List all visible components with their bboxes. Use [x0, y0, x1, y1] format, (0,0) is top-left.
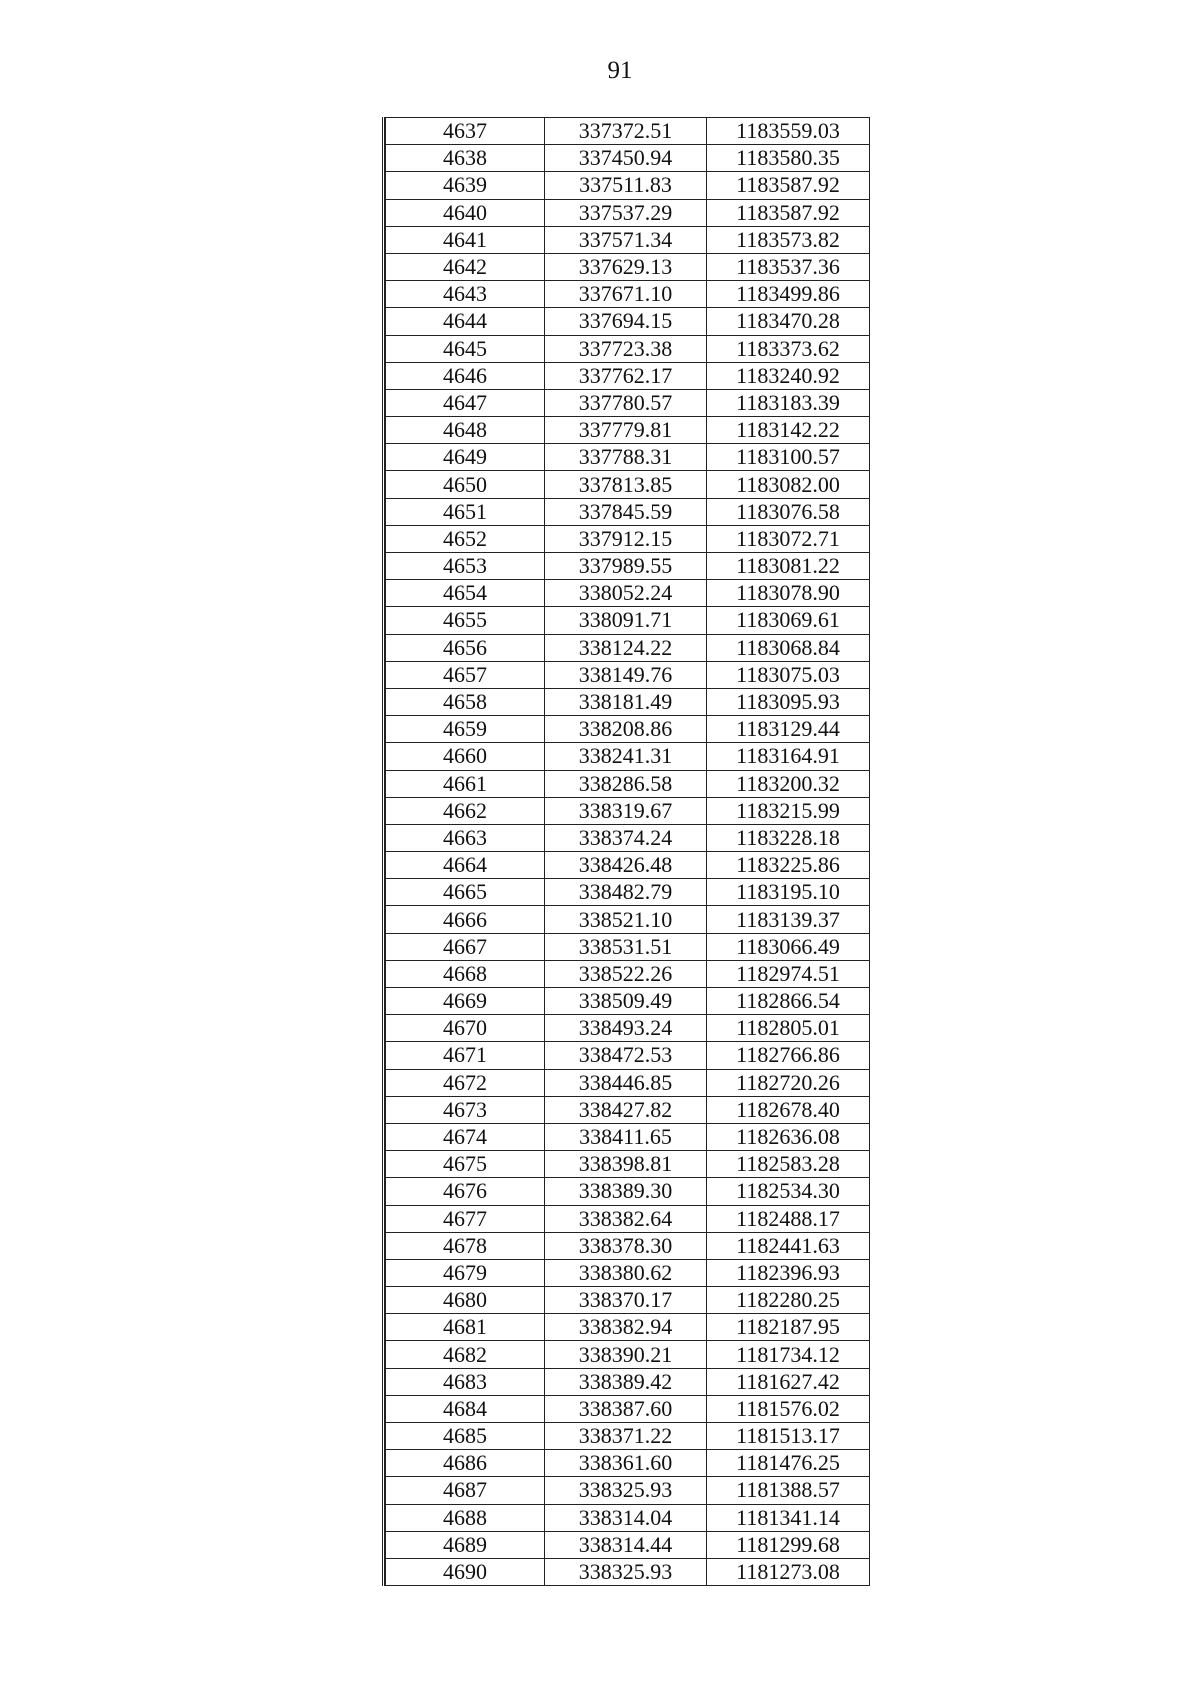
table-row: [386, 1151, 870, 1178]
y-coordinate-cell: 1182678.40: [707, 1096, 870, 1123]
x-coordinate-cell: 337845.59: [545, 498, 707, 525]
table-row: [386, 498, 870, 525]
table-row: [386, 1504, 870, 1531]
x-coordinate-cell: 337450.94: [545, 145, 707, 172]
y-coordinate-cell: 1181734.12: [707, 1341, 870, 1368]
y-coordinate-cell: 1183499.86: [707, 281, 870, 308]
x-coordinate-cell: 338149.76: [545, 661, 707, 688]
table-row: [386, 1531, 870, 1558]
y-coordinate-cell: 1183095.93: [707, 688, 870, 715]
x-coordinate-cell: 338052.24: [545, 580, 707, 607]
point-number-cell: 4667: [386, 933, 545, 960]
point-number-cell: 4678: [386, 1232, 545, 1259]
y-coordinate-cell: 1183066.49: [707, 933, 870, 960]
y-coordinate-cell: 1183078.90: [707, 580, 870, 607]
table-row: [386, 1287, 870, 1314]
x-coordinate-cell: 337788.31: [545, 444, 707, 471]
x-coordinate-cell: 338325.93: [545, 1477, 707, 1504]
x-coordinate-cell: 337511.83: [545, 172, 707, 199]
x-coordinate-cell: 337571.34: [545, 226, 707, 253]
point-number-cell: 4649: [386, 444, 545, 471]
point-number-cell: 4648: [386, 417, 545, 444]
table-row: [386, 1368, 870, 1395]
x-coordinate-cell: 338472.53: [545, 1042, 707, 1069]
point-number-cell: 4655: [386, 607, 545, 634]
point-number-cell: 4668: [386, 960, 545, 987]
x-coordinate-cell: 338361.60: [545, 1450, 707, 1477]
x-coordinate-cell: 338371.22: [545, 1423, 707, 1450]
y-coordinate-cell: 1183139.37: [707, 906, 870, 933]
point-number-cell: 4680: [386, 1287, 545, 1314]
point-number-cell: 4686: [386, 1450, 545, 1477]
coordinates-table-container: [382, 117, 869, 1586]
point-number-cell: 4675: [386, 1151, 545, 1178]
table-row: [386, 199, 870, 226]
point-number-cell: 4639: [386, 172, 545, 199]
point-number-cell: 4662: [386, 797, 545, 824]
x-coordinate-cell: 338319.67: [545, 797, 707, 824]
table-row: [386, 933, 870, 960]
x-coordinate-cell: 337629.13: [545, 253, 707, 280]
x-coordinate-cell: 338374.24: [545, 824, 707, 851]
table-row: [386, 471, 870, 498]
point-number-cell: 4661: [386, 770, 545, 797]
x-coordinate-cell: 337723.38: [545, 335, 707, 362]
point-number-cell: 4684: [386, 1395, 545, 1422]
point-number-cell: 4663: [386, 824, 545, 851]
table-row: [386, 1477, 870, 1504]
point-number-cell: 4673: [386, 1096, 545, 1123]
y-coordinate-cell: 1183081.22: [707, 553, 870, 580]
x-coordinate-cell: 338387.60: [545, 1395, 707, 1422]
point-number-cell: 4664: [386, 852, 545, 879]
x-coordinate-cell: 337694.15: [545, 308, 707, 335]
x-coordinate-cell: 338531.51: [545, 933, 707, 960]
table-row: [386, 553, 870, 580]
x-coordinate-cell: 338389.30: [545, 1178, 707, 1205]
y-coordinate-cell: 1183195.10: [707, 879, 870, 906]
point-number-cell: 4652: [386, 525, 545, 552]
y-coordinate-cell: 1183225.86: [707, 852, 870, 879]
table-row: [386, 906, 870, 933]
y-coordinate-cell: 1182534.30: [707, 1178, 870, 1205]
x-coordinate-cell: 338378.30: [545, 1232, 707, 1259]
x-coordinate-cell: 337779.81: [545, 417, 707, 444]
x-coordinate-cell: 338427.82: [545, 1096, 707, 1123]
table-row: [386, 743, 870, 770]
table-row: [386, 1395, 870, 1422]
point-number-cell: 4645: [386, 335, 545, 362]
y-coordinate-cell: 1183076.58: [707, 498, 870, 525]
y-coordinate-cell: 1183215.99: [707, 797, 870, 824]
x-coordinate-cell: 338521.10: [545, 906, 707, 933]
table-row: [386, 688, 870, 715]
y-coordinate-cell: 1183129.44: [707, 716, 870, 743]
y-coordinate-cell: 1183069.61: [707, 607, 870, 634]
y-coordinate-cell: 1181299.68: [707, 1531, 870, 1558]
x-coordinate-cell: 338382.64: [545, 1205, 707, 1232]
point-number-cell: 4656: [386, 634, 545, 661]
table-row: [386, 525, 870, 552]
table-row: [386, 253, 870, 280]
x-coordinate-cell: 338091.71: [545, 607, 707, 634]
table-row: [386, 824, 870, 851]
table-row: [386, 1558, 870, 1585]
table-row: [386, 172, 870, 199]
y-coordinate-cell: 1183142.22: [707, 417, 870, 444]
point-number-cell: 4676: [386, 1178, 545, 1205]
y-coordinate-cell: 1182583.28: [707, 1151, 870, 1178]
y-coordinate-cell: 1183164.91: [707, 743, 870, 770]
y-coordinate-cell: 1183537.36: [707, 253, 870, 280]
point-number-cell: 4660: [386, 743, 545, 770]
point-number-cell: 4658: [386, 688, 545, 715]
x-coordinate-cell: 337372.51: [545, 118, 707, 145]
point-number-cell: 4642: [386, 253, 545, 280]
x-coordinate-cell: 338493.24: [545, 1015, 707, 1042]
x-coordinate-cell: 337762.17: [545, 362, 707, 389]
point-number-cell: 4671: [386, 1042, 545, 1069]
table-row: [386, 797, 870, 824]
y-coordinate-cell: 1182766.86: [707, 1042, 870, 1069]
x-coordinate-cell: 338411.65: [545, 1123, 707, 1150]
x-coordinate-cell: 338390.21: [545, 1341, 707, 1368]
table-row: [386, 661, 870, 688]
x-coordinate-cell: 338380.62: [545, 1259, 707, 1286]
table-row: [386, 417, 870, 444]
point-number-cell: 4643: [386, 281, 545, 308]
point-number-cell: 4651: [386, 498, 545, 525]
point-number-cell: 4669: [386, 988, 545, 1015]
x-coordinate-cell: 338446.85: [545, 1069, 707, 1096]
x-coordinate-cell: 338382.94: [545, 1314, 707, 1341]
table-row: [386, 1423, 870, 1450]
table-row: [386, 1314, 870, 1341]
point-number-cell: 4687: [386, 1477, 545, 1504]
table-row: [386, 1096, 870, 1123]
x-coordinate-cell: 338370.17: [545, 1287, 707, 1314]
table-row: [386, 1015, 870, 1042]
table-row: [386, 634, 870, 661]
table-row: [386, 1259, 870, 1286]
point-number-cell: 4646: [386, 362, 545, 389]
x-coordinate-cell: 338208.86: [545, 716, 707, 743]
point-number-cell: 4638: [386, 145, 545, 172]
point-number-cell: 4670: [386, 1015, 545, 1042]
y-coordinate-cell: 1182974.51: [707, 960, 870, 987]
x-coordinate-cell: 338181.49: [545, 688, 707, 715]
point-number-cell: 4682: [386, 1341, 545, 1368]
y-coordinate-cell: 1181273.08: [707, 1558, 870, 1585]
table-row: [386, 1205, 870, 1232]
y-coordinate-cell: 1182488.17: [707, 1205, 870, 1232]
point-number-cell: 4689: [386, 1531, 545, 1558]
point-number-cell: 4637: [386, 118, 545, 145]
table-row: [386, 607, 870, 634]
y-coordinate-cell: 1182720.26: [707, 1069, 870, 1096]
point-number-cell: 4654: [386, 580, 545, 607]
point-number-cell: 4683: [386, 1368, 545, 1395]
point-number-cell: 4650: [386, 471, 545, 498]
table-row: [386, 145, 870, 172]
point-number-cell: 4685: [386, 1423, 545, 1450]
table-row: [386, 580, 870, 607]
point-number-cell: 4659: [386, 716, 545, 743]
point-number-cell: 4688: [386, 1504, 545, 1531]
y-coordinate-cell: 1181388.57: [707, 1477, 870, 1504]
table-row: [386, 770, 870, 797]
y-coordinate-cell: 1181513.17: [707, 1423, 870, 1450]
x-coordinate-cell: 338325.93: [545, 1558, 707, 1585]
y-coordinate-cell: 1182636.08: [707, 1123, 870, 1150]
y-coordinate-cell: 1183082.00: [707, 471, 870, 498]
y-coordinate-cell: 1183559.03: [707, 118, 870, 145]
x-coordinate-cell: 338522.26: [545, 960, 707, 987]
point-number-cell: 4647: [386, 389, 545, 416]
y-coordinate-cell: 1183573.82: [707, 226, 870, 253]
y-coordinate-cell: 1183075.03: [707, 661, 870, 688]
x-coordinate-cell: 338482.79: [545, 879, 707, 906]
table-row: [386, 118, 870, 145]
point-number-cell: 4644: [386, 308, 545, 335]
point-number-cell: 4672: [386, 1069, 545, 1096]
x-coordinate-cell: 337813.85: [545, 471, 707, 498]
table-row: [386, 1232, 870, 1259]
point-number-cell: 4674: [386, 1123, 545, 1150]
point-number-cell: 4666: [386, 906, 545, 933]
y-coordinate-cell: 1182280.25: [707, 1287, 870, 1314]
table-row: [386, 308, 870, 335]
y-coordinate-cell: 1183240.92: [707, 362, 870, 389]
table-row: [386, 716, 870, 743]
x-coordinate-cell: 338286.58: [545, 770, 707, 797]
table-row: [386, 226, 870, 253]
y-coordinate-cell: 1183470.28: [707, 308, 870, 335]
point-number-cell: 4681: [386, 1314, 545, 1341]
y-coordinate-cell: 1182396.93: [707, 1259, 870, 1286]
x-coordinate-cell: 338241.31: [545, 743, 707, 770]
table-row: [386, 1450, 870, 1477]
y-coordinate-cell: 1183580.35: [707, 145, 870, 172]
point-number-cell: 4679: [386, 1259, 545, 1286]
point-number-cell: 4657: [386, 661, 545, 688]
x-coordinate-cell: 338314.04: [545, 1504, 707, 1531]
table-row: [386, 1069, 870, 1096]
coordinates-table-body: [386, 118, 870, 1586]
point-number-cell: 4640: [386, 199, 545, 226]
table-row: [386, 852, 870, 879]
table-row: [386, 1042, 870, 1069]
x-coordinate-cell: 338124.22: [545, 634, 707, 661]
y-coordinate-cell: 1182805.01: [707, 1015, 870, 1042]
table-row: [386, 988, 870, 1015]
y-coordinate-cell: 1181576.02: [707, 1395, 870, 1422]
table-row: [386, 1341, 870, 1368]
y-coordinate-cell: 1183373.62: [707, 335, 870, 362]
y-coordinate-cell: 1182187.95: [707, 1314, 870, 1341]
point-number-cell: 4677: [386, 1205, 545, 1232]
y-coordinate-cell: 1183100.57: [707, 444, 870, 471]
table-row: [386, 879, 870, 906]
table-row: [386, 960, 870, 987]
y-coordinate-cell: 1182441.63: [707, 1232, 870, 1259]
point-number-cell: 4690: [386, 1558, 545, 1585]
y-coordinate-cell: 1183068.84: [707, 634, 870, 661]
point-number-cell: 4641: [386, 226, 545, 253]
x-coordinate-cell: 338314.44: [545, 1531, 707, 1558]
y-coordinate-cell: 1183183.39: [707, 389, 870, 416]
table-row: [386, 1123, 870, 1150]
table-row: [386, 389, 870, 416]
x-coordinate-cell: 338398.81: [545, 1151, 707, 1178]
y-coordinate-cell: 1183587.92: [707, 199, 870, 226]
y-coordinate-cell: 1181341.14: [707, 1504, 870, 1531]
coordinates-table: [385, 117, 870, 1586]
x-coordinate-cell: 337912.15: [545, 525, 707, 552]
table-row: [386, 1178, 870, 1205]
x-coordinate-cell: 337780.57: [545, 389, 707, 416]
page-number: 91: [607, 57, 633, 84]
point-number-cell: 4665: [386, 879, 545, 906]
point-number-cell: 4653: [386, 553, 545, 580]
table-row: [386, 281, 870, 308]
table-row: [386, 444, 870, 471]
x-coordinate-cell: 338509.49: [545, 988, 707, 1015]
y-coordinate-cell: 1183228.18: [707, 824, 870, 851]
x-coordinate-cell: 337989.55: [545, 553, 707, 580]
y-coordinate-cell: 1181476.25: [707, 1450, 870, 1477]
x-coordinate-cell: 337537.29: [545, 199, 707, 226]
x-coordinate-cell: 337671.10: [545, 281, 707, 308]
y-coordinate-cell: 1182866.54: [707, 988, 870, 1015]
y-coordinate-cell: 1181627.42: [707, 1368, 870, 1395]
table-row: [386, 335, 870, 362]
x-coordinate-cell: 338389.42: [545, 1368, 707, 1395]
table-row: [386, 362, 870, 389]
y-coordinate-cell: 1183072.71: [707, 525, 870, 552]
x-coordinate-cell: 338426.48: [545, 852, 707, 879]
y-coordinate-cell: 1183200.32: [707, 770, 870, 797]
y-coordinate-cell: 1183587.92: [707, 172, 870, 199]
